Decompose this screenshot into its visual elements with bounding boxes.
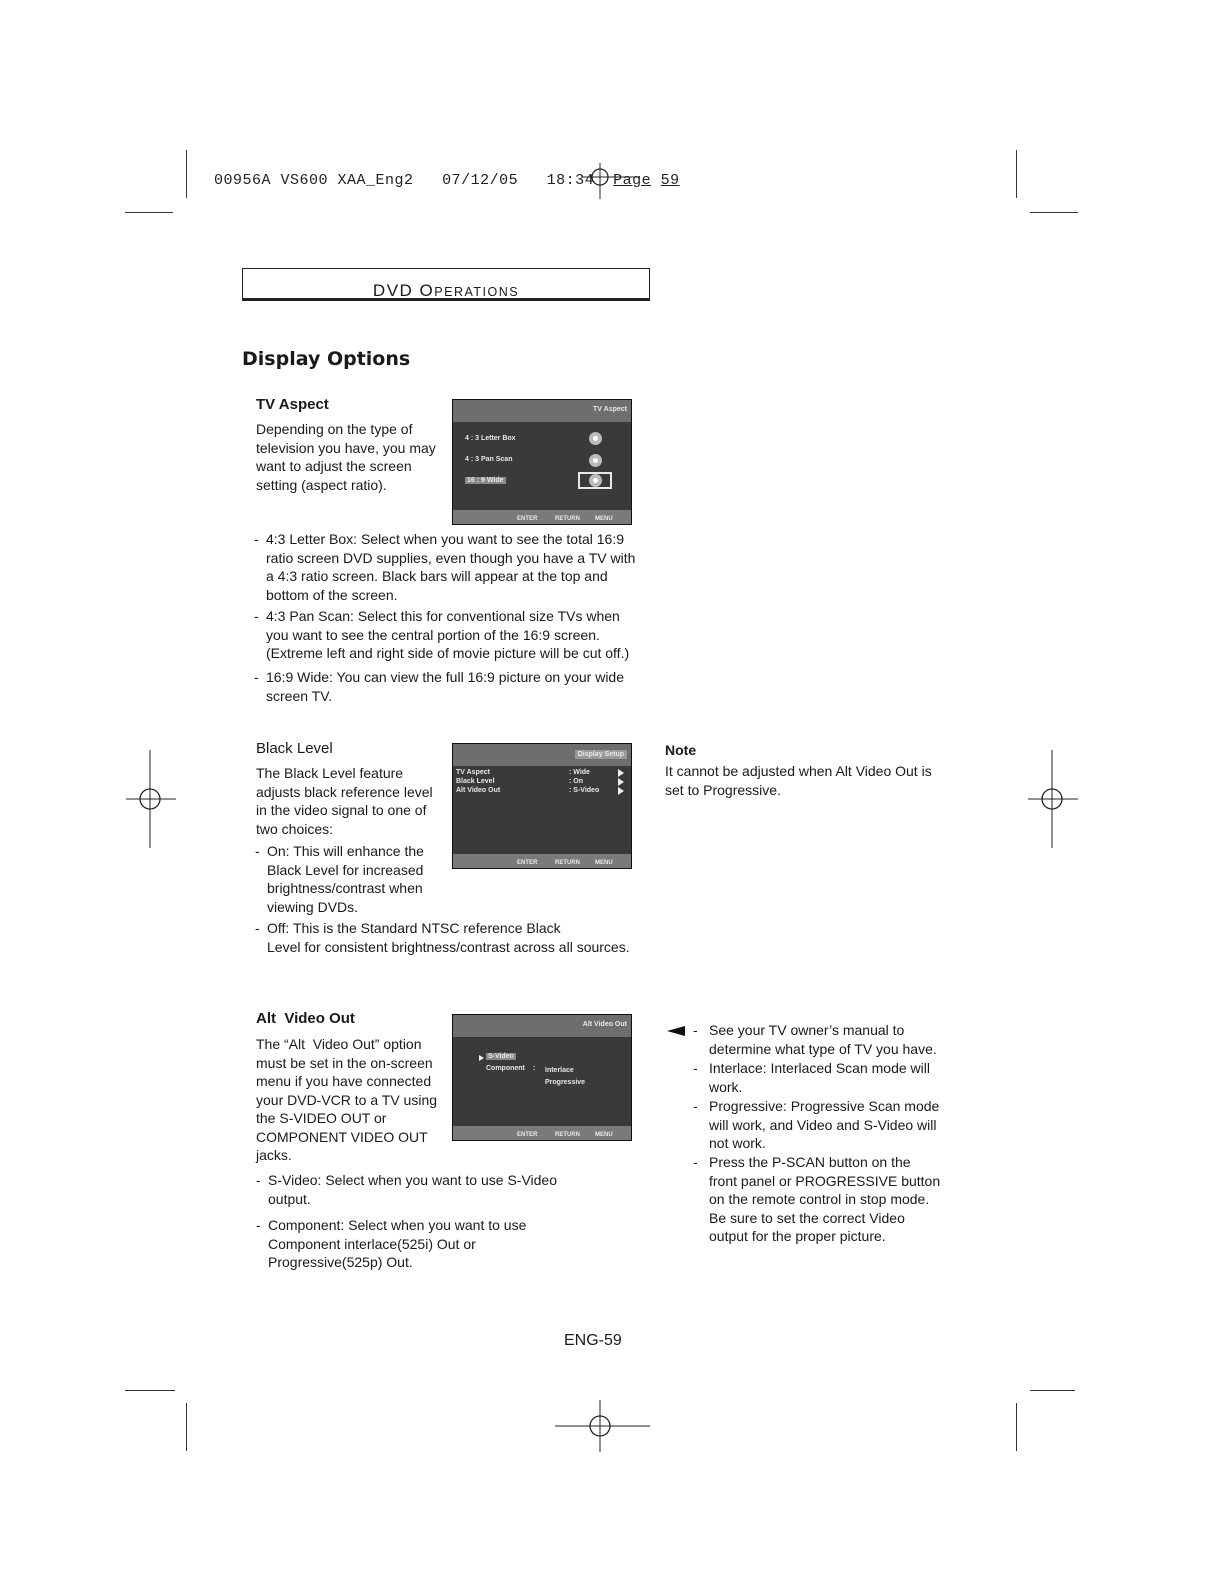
screen-nav-enter: ENTER bbox=[517, 1132, 538, 1138]
side-note-line: not work. bbox=[709, 1135, 766, 1151]
bullet-line: brightness/contrast when bbox=[267, 880, 423, 896]
alt-video-out-bullet: - S-Video: Select when you want to use S-Video output. bbox=[256, 1172, 557, 1207]
crop-mark bbox=[1016, 1403, 1017, 1451]
alt-video-out-intro-line: The “Alt Video Out” option bbox=[256, 1036, 422, 1052]
arrow-right-icon bbox=[479, 1055, 484, 1061]
alt-video-out-bullet: - Component: Select when you want to use Component interlace(525i) Out or Progressive(525p) Out. bbox=[256, 1217, 527, 1270]
print-header-page-number: 59 bbox=[660, 172, 680, 189]
black-level-intro-line: The Black Level feature bbox=[256, 765, 404, 781]
bullet-line: ratio screen DVD supplies, even though you have a TV with bbox=[266, 549, 636, 566]
arrow-right-icon bbox=[618, 787, 624, 795]
screen-nav-return: RETURN bbox=[555, 1132, 580, 1138]
screen-value-text: Wide bbox=[573, 769, 590, 776]
screen-nav-enter: ENTER bbox=[517, 860, 538, 866]
tv-aspect-heading: TV Aspect bbox=[256, 396, 329, 413]
radio-icon bbox=[589, 454, 602, 467]
radio-icon bbox=[589, 474, 602, 487]
radio-icon bbox=[589, 432, 602, 445]
screen-setting-label: Black Level bbox=[456, 778, 495, 785]
alt-video-out-intro-line: the S-VIDEO OUT or bbox=[256, 1110, 387, 1126]
screen-option: S-Video bbox=[488, 1053, 514, 1060]
crop-mark bbox=[1016, 150, 1017, 198]
screen-nav-enter: ENTER bbox=[517, 516, 538, 522]
bullet-line: 4:3 Pan Scan: Select this for conventional size TVs when bbox=[266, 608, 620, 624]
registration-mark-icon bbox=[555, 1400, 655, 1452]
screen-setting-label: TV Aspect bbox=[456, 769, 490, 776]
side-note-line: will work, and Video and S-Video will bbox=[709, 1116, 937, 1133]
section-header bbox=[242, 268, 650, 301]
section-header-second: PERATIONS bbox=[434, 285, 520, 299]
bullet-line: Black Level for increased bbox=[267, 861, 424, 878]
screen-title: Display Setup bbox=[575, 750, 627, 759]
bullet-line: you want to see the central portion of the 16:9 screen. bbox=[266, 626, 600, 643]
bullet-line: Level for consistent brightness/contrast across all sources. bbox=[267, 938, 630, 955]
print-header-page-label: Page bbox=[613, 172, 652, 189]
registration-mark-icon bbox=[570, 155, 640, 200]
alt-video-out-intro-line: your DVD-VCR to a TV using bbox=[256, 1091, 438, 1108]
page-title: Display Options bbox=[242, 348, 411, 370]
black-level-intro bbox=[256, 764, 433, 838]
screen-nav-menu: MENU bbox=[595, 1132, 613, 1138]
bullet-line: Component interlace(525i) Out or bbox=[268, 1235, 476, 1252]
black-level-heading: Black Level bbox=[256, 740, 333, 757]
side-note-line: on the remote control in stop mode. bbox=[709, 1191, 930, 1207]
screen-title: TV Aspect bbox=[593, 406, 627, 413]
black-level-bullet-off: - Off: This is the Standard NTSC reference Black Level for consistent brightness/contrast across all sources. bbox=[255, 920, 630, 955]
tv-aspect-bullet: - 4:3 Pan Scan: Select this for conventional size TVs when you want to see the central portion of the 16:9 screen. (Extreme left and right side of movie picture will be cut off.) bbox=[254, 608, 630, 661]
bullet-line: S-Video: Select when you want to use S-Video bbox=[268, 1172, 557, 1188]
side-note-item: - Progressive: Progressive Scan mode will work, and Video and S-Video will not work. bbox=[693, 1098, 940, 1151]
crop-mark bbox=[186, 1403, 187, 1451]
black-level-intro-line: two choices: bbox=[256, 820, 334, 837]
side-note-item: - See your TV owner’s manual to determine what type of TV you have. bbox=[693, 1022, 937, 1057]
print-header-date: 07/12/05 bbox=[442, 172, 519, 189]
bullet-line: a 4:3 ratio screen. Black bars will appear at the top and bbox=[266, 568, 608, 584]
screen-value-text: On bbox=[573, 778, 584, 785]
black-level-intro-line: adjusts black reference level bbox=[256, 783, 433, 800]
screen-setting-value: : Wide bbox=[569, 769, 590, 776]
tv-aspect-bullet: - 4:3 Letter Box: Select when you want to see the total 16:9 ratio screen DVD supplies, even though you have a TV with a 4:3 ratio screen. Black bars will appear at the top and bottom of the screen. bbox=[254, 531, 636, 603]
bullet-line: Progressive(525p) Out. bbox=[268, 1254, 413, 1270]
alt-video-out-intro-line: must be set in the on-screen bbox=[256, 1054, 433, 1071]
screen-setting-value: : On bbox=[569, 778, 584, 785]
side-note-line: Press the P-SCAN button on the bbox=[709, 1154, 911, 1170]
note-heading: Note bbox=[665, 742, 697, 758]
note-pointer-icon bbox=[667, 1026, 685, 1036]
side-note-item: - Press the P-SCAN button on the front panel or PROGRESSIVE button on the remote control in stop mode. Be sure to set the correct Video output for the proper picture. bbox=[693, 1154, 941, 1244]
black-level-bullet-on: - On: This will enhance the Black Level for increased brightness/contrast when viewing DVDs. bbox=[255, 843, 424, 915]
screen-value-text: S-Video bbox=[573, 787, 600, 794]
registration-mark-icon bbox=[126, 750, 176, 848]
crop-mark bbox=[125, 1390, 175, 1391]
tv-aspect-screen bbox=[452, 399, 632, 525]
bullet-line: (Extreme left and right side of movie picture will be cut off.) bbox=[266, 645, 630, 661]
tv-aspect-intro-line: want to adjust the screen bbox=[256, 458, 412, 474]
bullet-line: Off: This is the Standard NTSC reference Black bbox=[267, 920, 561, 936]
print-header-time: 18:34 bbox=[546, 172, 595, 189]
arrow-right-icon bbox=[618, 778, 624, 786]
side-note-line: Be sure to set the correct Video bbox=[709, 1209, 905, 1226]
crop-mark bbox=[1030, 1390, 1075, 1391]
tv-aspect-intro-line: setting (aspect ratio). bbox=[256, 476, 387, 493]
screen-option: 16 : 9 Wide bbox=[467, 477, 504, 484]
screen-separator: : bbox=[533, 1065, 536, 1072]
crop-mark bbox=[125, 212, 173, 213]
bullet-line: 4:3 Letter Box: Select when you want to see the total 16:9 bbox=[266, 531, 625, 547]
crop-mark bbox=[186, 150, 187, 198]
screen-option: 4 : 3 Letter Box bbox=[465, 435, 516, 442]
side-note-line: Progressive: Progressive Scan mode bbox=[709, 1098, 940, 1114]
screen-setting-label: Alt Video Out bbox=[456, 787, 501, 794]
bullet-line: viewing DVDs. bbox=[267, 898, 359, 915]
side-note-line: determine what type of TV you have. bbox=[709, 1040, 937, 1057]
screen-option: 4 : 3 Pan Scan bbox=[465, 456, 513, 463]
side-note-line: output for the proper picture. bbox=[709, 1228, 886, 1244]
arrow-right-icon bbox=[618, 769, 624, 777]
alt-video-out-intro bbox=[256, 1035, 437, 1165]
registration-mark-icon bbox=[1028, 750, 1078, 848]
section-header-first: DVD O bbox=[372, 281, 435, 300]
side-note-line: See your TV owner’s manual to bbox=[709, 1022, 905, 1038]
page-number: ENG-59 bbox=[564, 1332, 622, 1349]
side-note-item: - Interlace: Interlaced Scan mode will work. bbox=[693, 1060, 930, 1095]
screen-title: Alt Video Out bbox=[582, 1021, 627, 1028]
print-header-job: 00956A VS600 XAA_Eng2 bbox=[214, 172, 414, 189]
bullet-line: screen TV. bbox=[266, 687, 333, 704]
side-note-line: work. bbox=[709, 1078, 743, 1095]
tv-aspect-bullet: - 16:9 Wide: You can view the full 16:9 picture on your wide screen TV. bbox=[254, 669, 624, 704]
bullet-line: Component: Select when you want to use bbox=[268, 1217, 527, 1233]
screen-suboption: Interlace bbox=[545, 1067, 574, 1074]
note-line: set to Progressive. bbox=[665, 781, 781, 798]
alt-video-out-intro-line: jacks. bbox=[256, 1147, 292, 1163]
bullet-line: On: This will enhance the bbox=[267, 843, 424, 859]
screen-nav-menu: MENU bbox=[595, 516, 613, 522]
note-body bbox=[665, 762, 932, 799]
bullet-line: bottom of the screen. bbox=[266, 586, 398, 603]
crop-mark bbox=[1030, 212, 1078, 213]
screen-setting-value: : S-Video bbox=[569, 787, 600, 794]
side-note-line: front panel or PROGRESSIVE button bbox=[709, 1172, 941, 1189]
tv-aspect-intro bbox=[256, 420, 436, 494]
side-note-line: Interlace: Interlaced Scan mode will bbox=[709, 1060, 930, 1076]
tv-aspect-intro-line: Depending on the type of bbox=[256, 421, 413, 437]
black-level-screen bbox=[452, 743, 632, 869]
note-line: It cannot be adjusted when Alt Video Out is bbox=[665, 763, 932, 779]
alt-video-out-heading: Alt Video Out bbox=[256, 1010, 355, 1027]
alt-video-out-screen bbox=[452, 1014, 632, 1141]
screen-nav-menu: MENU bbox=[595, 860, 613, 866]
screen-option: Component bbox=[486, 1065, 525, 1072]
bullet-line: 16:9 Wide: You can view the full 16:9 picture on your wide bbox=[266, 669, 624, 685]
screen-nav-return: RETURN bbox=[555, 516, 580, 522]
bullet-line: output. bbox=[268, 1190, 311, 1207]
tv-aspect-intro-line: television you have, you may bbox=[256, 439, 436, 456]
screen-nav-return: RETURN bbox=[555, 860, 580, 866]
alt-video-out-intro-line: COMPONENT VIDEO OUT bbox=[256, 1128, 428, 1145]
black-level-intro-line: in the video signal to one of bbox=[256, 802, 427, 818]
alt-video-out-intro-line: menu if you have connected bbox=[256, 1073, 432, 1089]
screen-suboption: Progressive bbox=[545, 1079, 586, 1086]
